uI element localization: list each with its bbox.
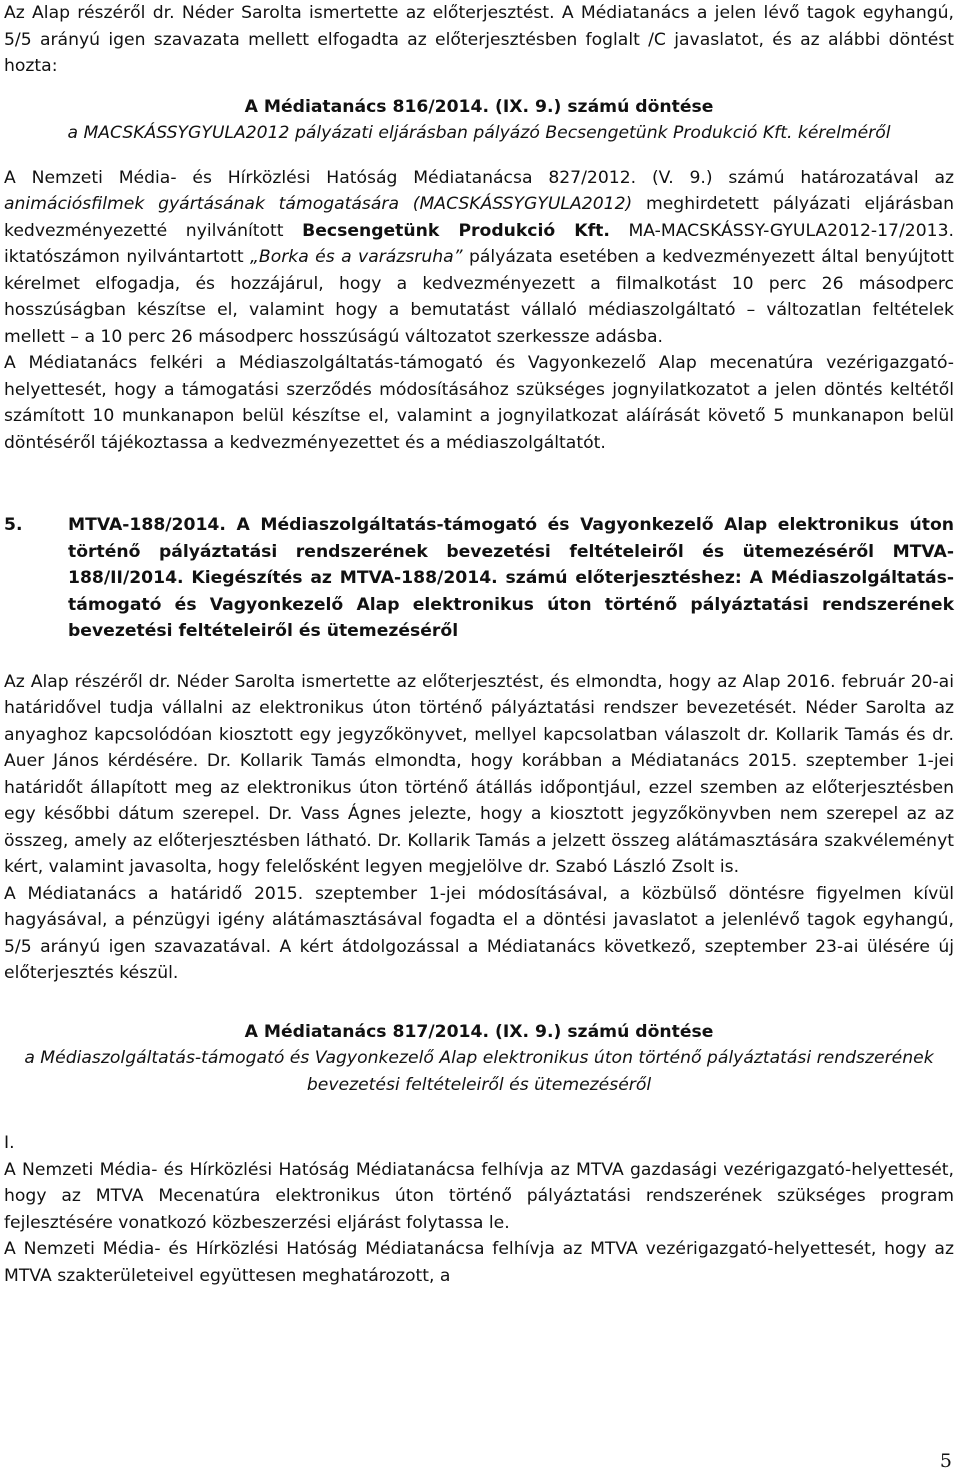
document-page: [4, 0, 954, 1289]
decision-816-film-title: „Borka és a varázsruha”: [250, 247, 463, 267]
decision-816-subtitle: a MACSKÁSSYGYULA2012 pályázati eljárásban pályázó Becsengetünk Produkció Kft. kérelméről: [67, 123, 891, 143]
spacer: [4, 147, 954, 165]
agenda-item-5: [4, 512, 954, 645]
decision-817-section-label: I.: [4, 1133, 15, 1153]
decision-816-title: A Médiatanács 816/2014. (IX. 9.) számú döntése: [244, 96, 714, 117]
decision-816-body-italic: animációsfilmek gyártásának támogatására (MACSKÁSSYGYULA2012): [4, 194, 633, 214]
decision-817-paragraph-2: A Nemzeti Média- és Hírközlési Hatóság Médiatanácsa felhívja az MTVA vezérigazgató-helyettesét, hogy az MTVA szakterületeivel együttesen meghatározott, a: [4, 1239, 954, 1286]
page-number: 5: [939, 1450, 952, 1472]
decision-816-body-2: A Médiatanács felkéri a Médiaszolgáltatás-támogató és Vagyonkezelő Alap mecenatúra vezérigazgató-helyettesét, hogy a támogatási szerződés módosításához szükséges jognyilatkozatot a jelen döntés keltétől számított 10 munkanapon belül készítse el, valamint a jognyilatkozat aláírását követő 5 munkanapon belül döntéséről tájékoztassa a kedvezményezettet és a médiaszolgáltatót.: [4, 353, 954, 453]
decision-816-body-part2: meghirdetett pályázati eljárásban kedvezményezetté nyilvánított: [4, 194, 954, 241]
decision-816-beneficiary: Becsengetünk Produkció Kft.: [302, 220, 610, 241]
decision-817-subtitle: a Médiaszolgáltatás-támogató és Vagyonkezelő Alap elektronikus úton történő pályáztatási rendszerének bevezetési feltételeiről és ütemezéséről: [24, 1048, 934, 1095]
spacer: [4, 645, 954, 669]
decision-816-body-part1: A Nemzeti Média- és Hírközlési Hatóság Médiatanácsa 827/2012. (V. 9.) számú határozatával az: [4, 167, 954, 188]
spacer: [4, 1098, 954, 1130]
decision-817-title: A Médiatanács 817/2014. (IX. 9.) számú döntése: [244, 1021, 714, 1042]
agenda-item-text: MTVA-188/2014. A Médiaszolgáltatás-támogató és Vagyonkezelő Alap elektronikus úton történő pályáztatási rendszerének bevezetési feltételeiről és ütemezéséről MTVA-188/II/2014. Kiegészítés az MTVA-188/2014. számú előterjesztéshez: A Médiaszolgáltatás-támogató és Vagyonkezelő Alap elektronikus úton történő pályáztatási rendszerének bevezetési feltételeiről és ütemezéséről: [68, 515, 954, 641]
discussion-paragraph-2: A Médiatanács a határidő 2015. szeptember 1-jei módosításával, a közbülső döntésre figyelmen kívül hagyásával, a pénzügyi igény alátámasztásával fogadta el a döntési javaslatot a jelenlévő tagok egyhangú, 5/5 arányú igen szavazatával. A kért átdolgozással a Médiatanács következő, szeptember 23-ai ülésére új előterjesztés készül.: [4, 883, 954, 983]
intro-paragraph: Az Alap részéről dr. Néder Sarolta ismertette az előterjesztést. A Médiatanács a jelen lévő tagok egyhangú, 5/5 arányú igen szavazata mellett elfogadta az előterjesztésben foglalt /C javaslatot, és az alábbi döntést hozta:: [4, 3, 954, 76]
decision-816-body: [4, 165, 954, 351]
spacer: [4, 80, 954, 94]
agenda-item-number: 5.: [4, 515, 23, 535]
spacer: [4, 456, 954, 512]
discussion-paragraph-1: Az Alap részéről dr. Néder Sarolta ismertette az előterjesztést, és elmondta, hogy az Alap 2016. február 20-ai határidővel tudja vállalni az elektronikus úton történő pályáztatási rendszer bevezetését. Néder Sarolta az anyaghoz kapcsolódóan kiosztott egy jegyzőkönyvet, mellyel kapcsolatban válaszolt dr. Kollarik Tamás és dr. Auer János kérdésére. Dr. Kollarik Tamás elmondta, hogy korábban a Médiatanács 2015. szeptember 1-jei határidőt állapított meg az elektronikus úton történő átállás időpontjául, ezzel szemben az előterjesztésben egy későbbi dátum szerepel. Dr. Vass Ágnes jelezte, hogy a kiosztott jegyzőkönyvben nem szerepel az az összeg, amely az előterjesztésben látható. Dr. Kollarik Tamás a jelzett összeg alátámasztására szakvéleményt kért, valamint javasolta, hogy felelősként legyen megjelölve dr. Szabó László Zsolt is.: [4, 671, 954, 877]
spacer: [4, 987, 954, 1019]
decision-816-body-part4: pályázata esetében a kedvezményezett által benyújtott kérelmet elfogadja, és hozzájárul, hogy a kedvezményezett a filmalkotást 10 perc 26 másodperc hosszúságban készítse el, valamint hogy a bemutatást vállaló médiaszolgáltató – változatlan feltételek mellett – a 10 perc 26 másodperc hosszúságú változatot szerkessze adásba.: [4, 247, 954, 347]
decision-817-paragraph-1: A Nemzeti Média- és Hírközlési Hatóság Médiatanácsa felhívja az MTVA gazdasági vezérigazgató-helyettesét, hogy az MTVA Mecenatúra elektronikus úton történő pályáztatási rendszerének szükséges program fejlesztésére vonatkozó közbeszerzési eljárást folytassa le.: [4, 1159, 954, 1233]
decision-816-body-part3: MA-MACSKÁSSY-GYULA2012-17/2013. iktatószámon nyilvántartott: [4, 220, 954, 267]
